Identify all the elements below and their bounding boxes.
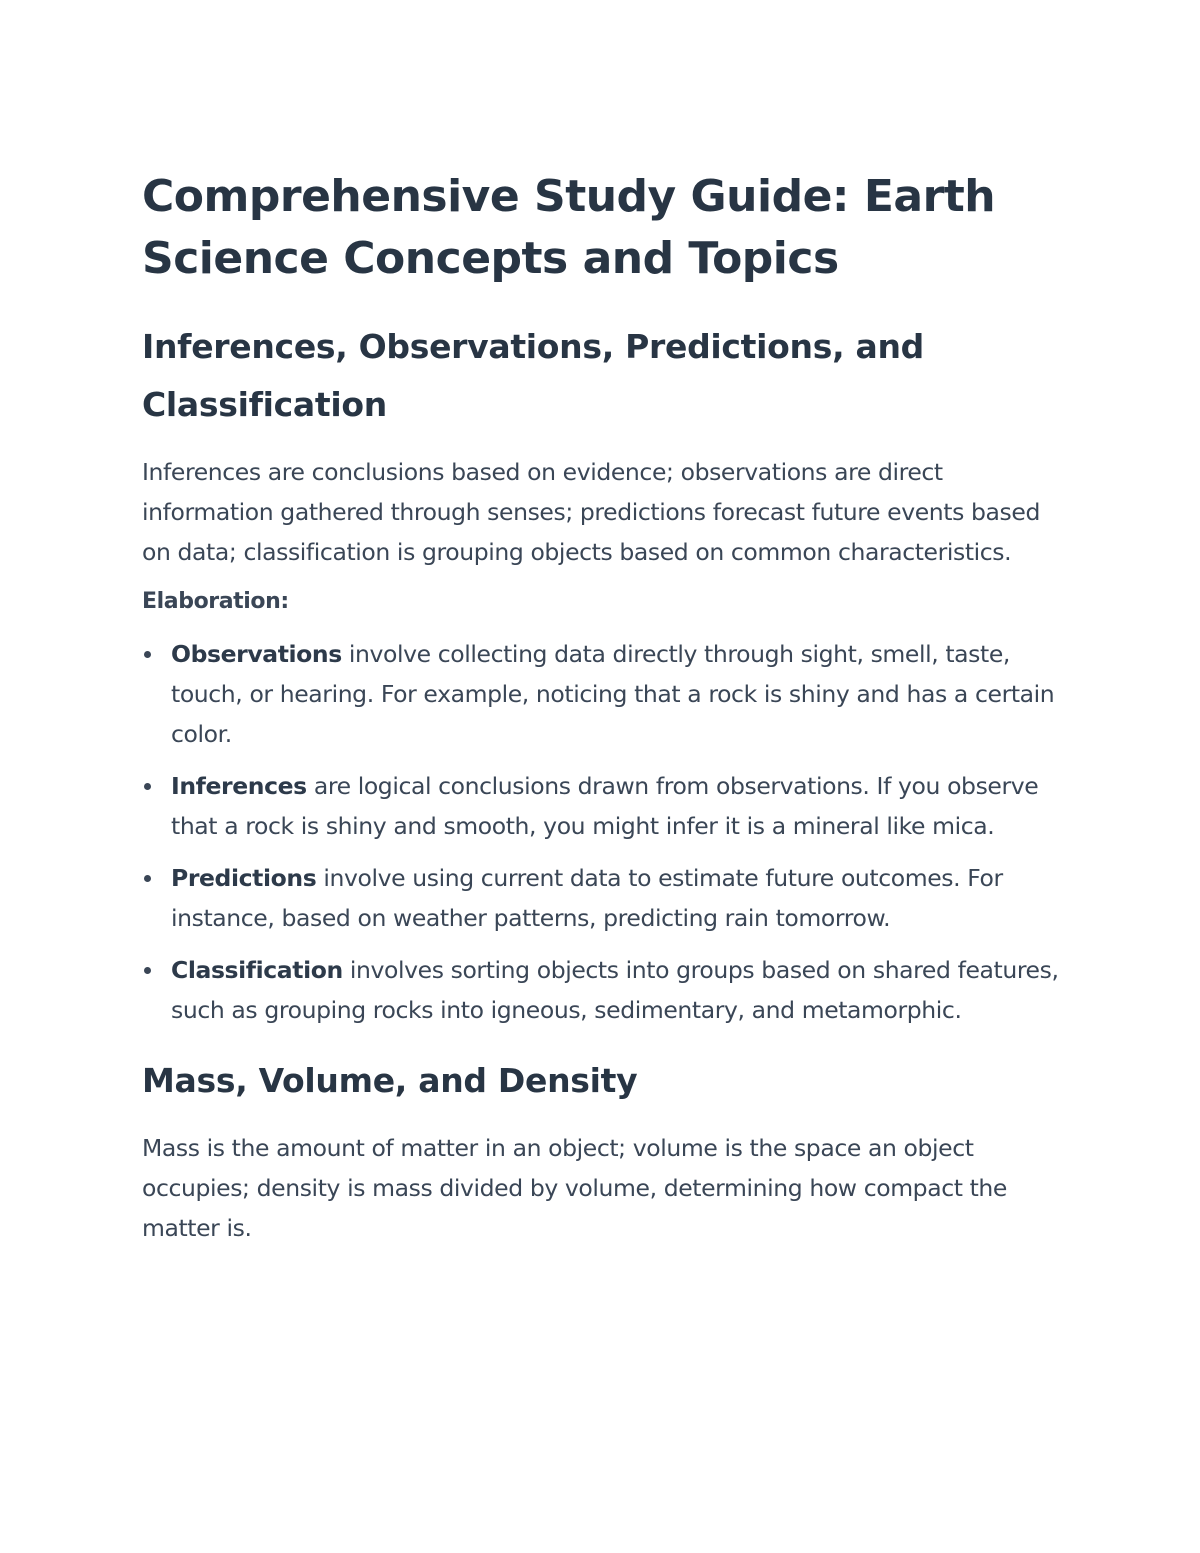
list-item-observations	[142, 634, 1062, 754]
section-heading-inferences: Inferences, Observations, Predictions, and Classification	[142, 327, 924, 424]
elaboration-list	[142, 634, 1062, 1030]
elaboration-label: Elaboration:	[142, 589, 289, 614]
document-page	[142, 166, 1062, 1248]
list-item-text: involve collecting data directly through sight, smell, taste, touch, or hearing. For example, noticing that a rock is shiny and has a certain color.	[171, 640, 1055, 748]
section-heading-mass-volume-density: Mass, Volume, and Density	[142, 1061, 638, 1100]
bullet-icon	[144, 651, 151, 658]
list-item-text: involve using current data to estimate future outcomes. For instance, based on weather patterns, predicting rain tomorrow.	[171, 864, 1003, 932]
document-title: Comprehensive Study Guide: Earth Science Concepts and Topics	[142, 171, 996, 284]
section-intro-inferences: Inferences are conclusions based on evidence; observations are direct information gathered through senses; predictions forecast future events based on data; classification is grouping objects based on common characteristics.	[142, 458, 1040, 566]
list-item-predictions	[142, 858, 1062, 938]
list-item-term: Inferences	[171, 772, 307, 800]
bullet-icon	[144, 875, 151, 882]
bullet-icon	[144, 783, 151, 790]
list-item-inferences	[142, 766, 1062, 846]
list-item-term: Classification	[171, 956, 343, 984]
bullet-icon	[144, 967, 151, 974]
list-item-term: Predictions	[171, 864, 317, 892]
section-intro-mass-volume-density: Mass is the amount of matter in an object; volume is the space an object occupies; density is mass divided by volume, determining how compact the matter is.	[142, 1134, 1007, 1242]
list-item-text: are logical conclusions drawn from observations. If you observe that a rock is shiny and smooth, you might infer it is a mineral like mica.	[171, 772, 1039, 840]
list-item-text: involves sorting objects into groups based on shared features, such as grouping rocks into igneous, sedimentary, and metamorphic.	[171, 956, 1059, 1024]
list-item-classification	[142, 950, 1062, 1030]
list-item-term: Observations	[171, 640, 342, 668]
